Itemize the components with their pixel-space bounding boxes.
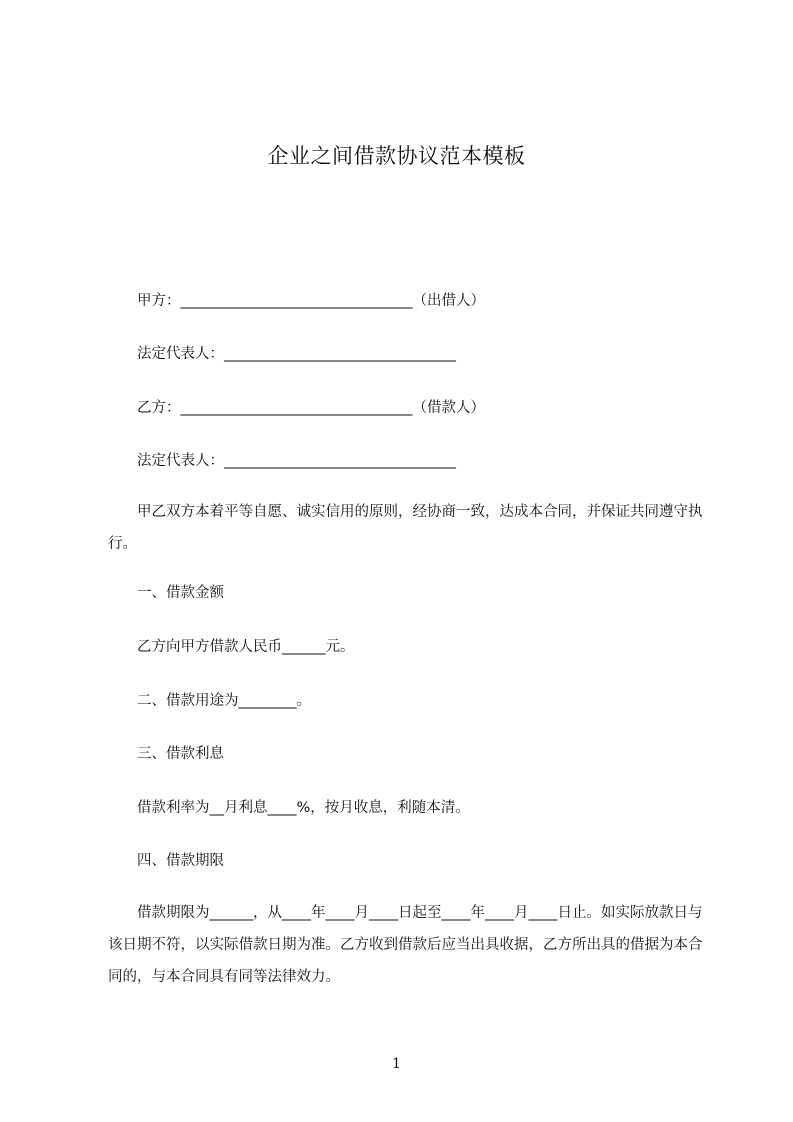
section-3-heading: 三、借款利息 <box>137 746 224 762</box>
party-b-line: 乙方：________________________________（借款人） <box>137 400 485 416</box>
intro-paragraph: 甲乙双方本着平等自愿、诚实信用的原则，经协商一致，达成本合同，并保证共同遵守执行。 <box>108 504 703 552</box>
section-1-body: 乙方向甲方借款人民币______元。 <box>137 639 355 655</box>
section-1-heading: 一、借款金额 <box>137 585 224 601</box>
page-number: 1 <box>392 1056 401 1072</box>
section-4-body: 借款期限为______，从____年____月____日起至____年____月____日止。如实际放款日与该日期不符，以实际借款日期为准。乙方收到借款后应当出具收据，乙方所出具的借据为本合同的，与本合同具有同等法律效力。 <box>108 905 703 985</box>
section-3-body: 借款利率为__月利息____%，按月收息，利随本清。 <box>137 800 470 816</box>
section-4-heading: 四、借款期限 <box>137 853 224 869</box>
document-title: 企业之间借款协议范本模板 <box>267 144 526 168</box>
section-2-heading: 二、借款用途为________。 <box>137 693 311 709</box>
party-a-representative-line: 法定代表人：________________________________ <box>137 346 456 362</box>
party-a-line: 甲方：________________________________（出借人） <box>137 293 485 309</box>
party-b-representative-line: 法定代表人：________________________________ <box>137 453 456 469</box>
